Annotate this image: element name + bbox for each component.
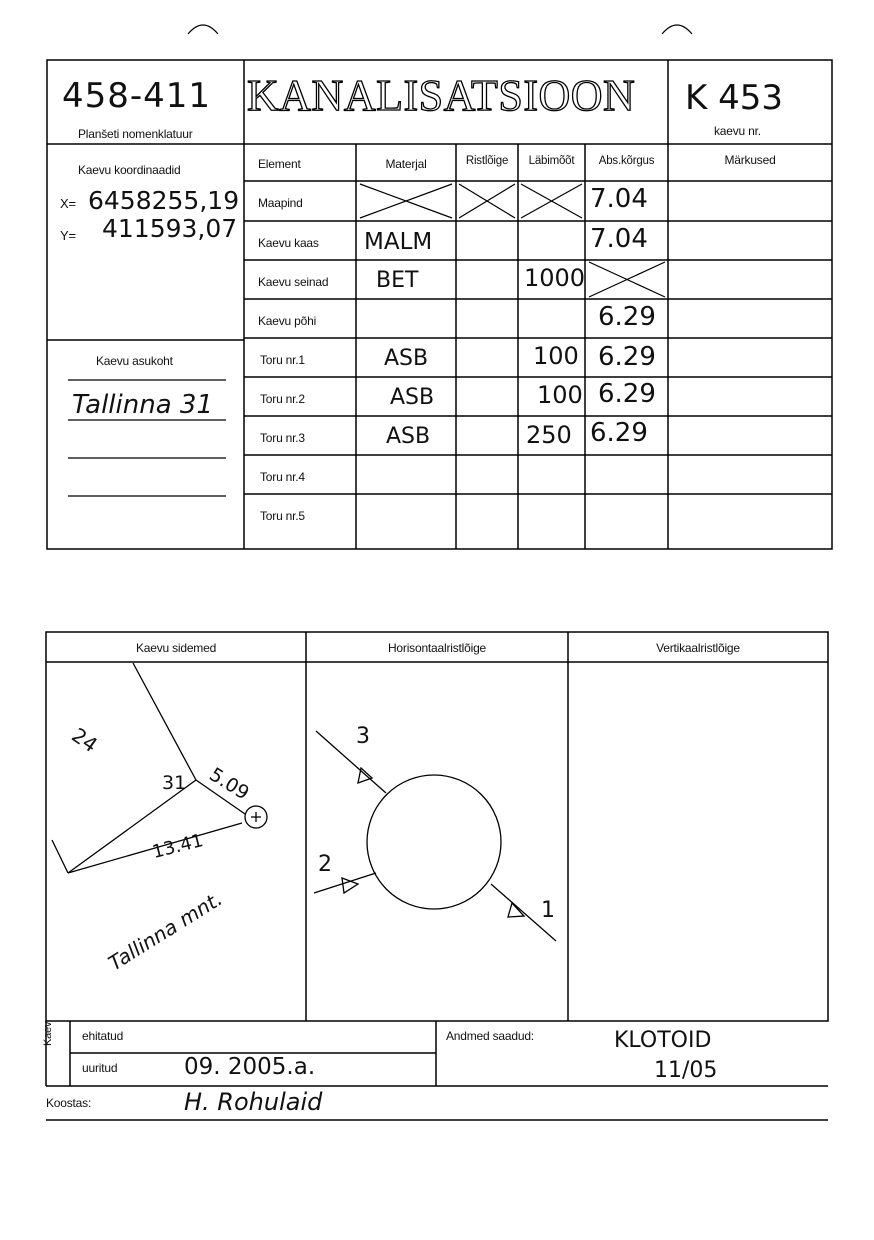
built-label: ehitatud xyxy=(82,1029,124,1043)
x-coordinate-value: 6458255,19 xyxy=(88,186,240,215)
x-prefix: X= xyxy=(60,196,76,211)
coordinates-label: Kaevu koordinaadid xyxy=(78,163,181,177)
location-label: Kaevu asukoht xyxy=(96,354,173,368)
col-header-diameter: Läbimõõt xyxy=(528,155,575,167)
compiled-value: H. Rohulaid xyxy=(184,1088,323,1116)
y-prefix: Y= xyxy=(60,228,76,243)
panel-label-horizontal: Horisontaalristlõige xyxy=(387,641,487,655)
bottom-form-border xyxy=(46,632,828,1021)
row-elevation-bottom: 6.29 xyxy=(598,302,656,332)
sketch-street-label: Tallinna mnt. xyxy=(104,886,227,976)
row-material-lid: MALM xyxy=(364,229,433,255)
row-diameter-pipe3: 250 xyxy=(526,421,572,449)
row-elevation-lid: 7.04 xyxy=(590,224,648,254)
data-received-date: 11/05 xyxy=(654,1058,718,1083)
row-elevation-pipe1: 6.29 xyxy=(598,342,656,372)
col-header-elevation: Abs.kõrgus xyxy=(598,155,655,167)
compiled-label: Koostas: xyxy=(46,1096,92,1110)
row-elevation-ground: 7.04 xyxy=(590,184,648,214)
sketch-distance-a: 24 xyxy=(67,722,103,758)
pipe-3-label: 3 xyxy=(356,724,370,749)
binder-hole-right xyxy=(662,25,692,34)
pipe-2-label: 2 xyxy=(318,852,332,877)
sketch-distance-c: 5.09 xyxy=(205,763,253,805)
well-number-label: kaevu nr. xyxy=(714,124,761,138)
well-number-value: K 453 xyxy=(685,78,783,118)
col-header-cross-section: Ristlõige xyxy=(465,155,509,167)
row-element-pipe1: Toru nr.1 xyxy=(260,353,305,367)
row-diameter-pipe2: 100 xyxy=(537,381,583,409)
row-element-pipe4: Toru nr.4 xyxy=(260,470,305,484)
sketch-distance-b: 31 xyxy=(162,772,187,794)
row-element-walls: Kaevu seinad xyxy=(258,275,329,289)
row-material-pipe1: ASB xyxy=(384,346,429,371)
row-element-pipe3: Toru nr.3 xyxy=(260,431,305,445)
panel-label-connections: Kaevu sidemed xyxy=(135,641,217,655)
row-material-pipe3: ASB xyxy=(386,424,431,449)
sketch-distance-d: 13.41 xyxy=(150,830,206,863)
nomenclature-label: Planšeti nomenklatuur xyxy=(78,127,193,141)
row-element-ground: Maapind xyxy=(258,196,303,210)
y-coordinate-value: 411593,07 xyxy=(102,214,238,243)
row-elevation-pipe3: 6.29 xyxy=(590,418,648,448)
row-element-pipe2: Toru nr.2 xyxy=(260,392,305,406)
row-diameter-pipe1: 100 xyxy=(533,342,579,370)
panel-label-vertical: Vertikaalristlõige xyxy=(656,641,740,655)
row-material-walls: BET xyxy=(376,268,419,293)
nomenclature-value: 458-411 xyxy=(62,76,212,116)
row-diameter-walls: 1000 xyxy=(524,264,586,292)
data-received-label: Andmed saadud: xyxy=(446,1029,534,1043)
location-value: Tallinna 31 xyxy=(72,390,213,420)
pipe-1-label: 1 xyxy=(541,898,555,923)
row-element-pipe5: Toru nr.5 xyxy=(260,509,305,523)
row-element-bottom: Kaevu põhi xyxy=(258,314,317,328)
row-element-lid: Kaevu kaas xyxy=(258,236,319,250)
col-header-material: Materjal xyxy=(385,157,427,171)
data-received-company: KLOTOID xyxy=(614,1028,712,1053)
kaev-label: Kaev xyxy=(42,1021,54,1046)
row-material-pipe2: ASB xyxy=(390,385,435,410)
surveyed-label: uuritud xyxy=(82,1061,118,1075)
binder-hole-left xyxy=(188,25,218,34)
col-header-remarks: Märkused xyxy=(724,153,776,167)
col-header-element: Element xyxy=(258,157,301,171)
form-title: KANALISATSIOON xyxy=(247,71,636,120)
row-elevation-pipe2: 6.29 xyxy=(598,379,656,409)
surveyed-value: 09. 2005.a. xyxy=(184,1054,316,1080)
